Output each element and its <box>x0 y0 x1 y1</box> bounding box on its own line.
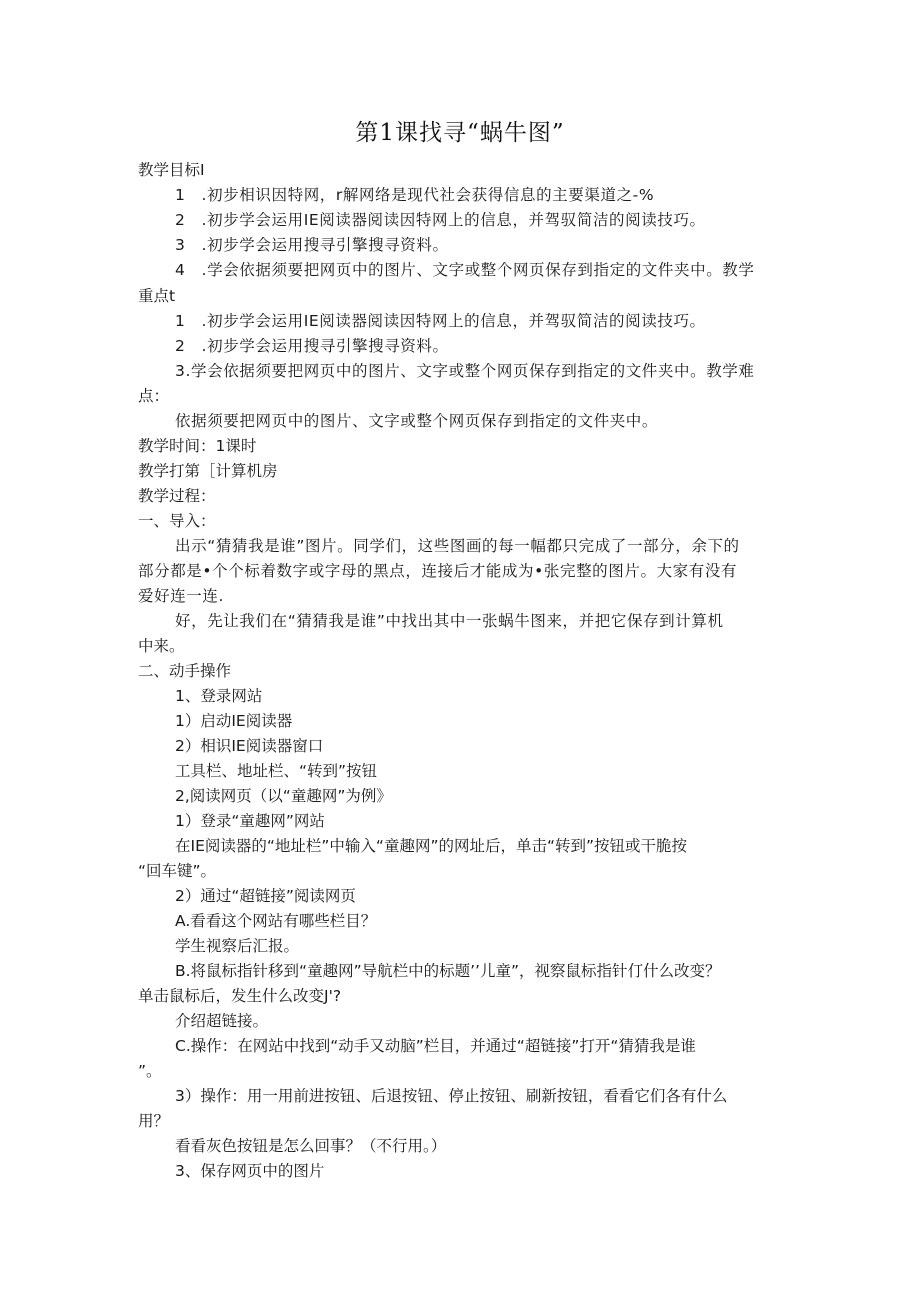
key-point-item-3: 3.学会依据须要把网页中的图片、文字或整个网页保存到指定的文件夹中。教学难 <box>175 362 755 380</box>
key-point-item-1: 1 .初步学会运用IE阅读器阅读因特网上的信息，并驾驭简洁的阅读技巧。 <box>175 312 706 330</box>
step-b-intro-hyperlink: 介绍超链接。 <box>175 1012 269 1030</box>
step-1-login: 1、登录网站 <box>175 687 263 705</box>
step-c-line-1: C.操作：在网站中找到“动手又动脑”栏目，并通过“超链接”打开“猜猜我是谁 <box>175 1037 696 1055</box>
teaching-location: 教学打第［计算机房 <box>138 462 278 480</box>
step-2-1-instructions-line-2: “回车键”。 <box>138 862 217 880</box>
document-title: 第1课找寻“蜗牛图” <box>355 120 565 146</box>
step-a-question: A.看看这个网站有哪些栏目？ <box>175 912 377 930</box>
ie-window-parts: 工具栏、地址栏、“转到”按钮 <box>175 762 378 780</box>
step-b-line-2: 单击鼠标后，发生什么改变J'? <box>138 987 342 1005</box>
objective-item-3: 3 .初步学会运用搜寻引擎搜寻资料。 <box>175 236 449 254</box>
objective-item-2: 2 .初步学会运用IE阅读器阅读因特网上的信息，并驾驭简洁的阅读技巧。 <box>175 211 706 229</box>
objective-item-1: 1 .初步相识因特网，r解网络是现代社会获得信息的主要渠道之-% <box>175 186 655 204</box>
step-a-report: 学生视察后汇报。 <box>175 937 300 955</box>
step-2-1-login-site: 1）登录“童趣网”网站 <box>175 812 325 830</box>
step-2-2-hyperlink: 2）通过“超链接”阅读网页 <box>175 887 356 905</box>
intro-paragraph-line-3: 爱好连一连. <box>138 587 225 605</box>
intro-paragraph2-line-2: 中来。 <box>138 637 185 655</box>
section-heading-difficulties: 点： <box>138 387 170 405</box>
objective-item-4: 4 .学会依据须要把网页中的图片、文字或整个网页保存到指定的文件夹中。教学 <box>175 261 755 279</box>
teaching-time: 教学时间：1课时 <box>138 437 257 455</box>
step-1-1-start-ie: 1）启动IE阅读器 <box>175 712 293 730</box>
difficulty-text: 依据须要把网页中的图片、文字或整个网页保存到指定的文件夹中。 <box>175 412 659 430</box>
intro-paragraph2-line-1: 好，先让我们在“猜猜我是谁”中找出其中一张蜗牛图来，并把它保存到计算机 <box>175 612 724 630</box>
section-heading-objectives: 教学目标I <box>138 161 205 179</box>
step-2-browse: 2,阅读网页（以“童趣网”为例》 <box>175 787 392 805</box>
intro-paragraph-line-2: 部分都是•个个标着数字或字母的黑点，连接后才能成为•张完整的图片。大家有没有 <box>138 562 738 580</box>
grey-button-question: 看看灰色按钮是怎么回事？（不行用。） <box>175 1137 447 1155</box>
step-3-buttons-line-2: 用？ <box>138 1112 170 1130</box>
section-heading-process: 教学过程： <box>138 487 216 505</box>
section-heading-key-points: 重点t <box>138 287 176 305</box>
step-1-2-ie-window: 2）相识IE阅读器窗口 <box>175 737 324 755</box>
key-point-item-2: 2 .初步学会运用搜寻引擎搜寻资料。 <box>175 337 449 355</box>
section-heading-hands-on: 二、动手操作 <box>138 662 232 680</box>
step-3-buttons-line-1: 3）操作：用一用前进按钮、后退按钮、停止按钮、刷新按钮，看看它们各有什么 <box>175 1087 728 1105</box>
intro-paragraph-line-1: 出示“猜猜我是谁”图片。同学们，这些图画的每一幅都只完成了一部分，余下的 <box>175 537 740 555</box>
step-2-1-instructions-line-1: 在IE阅读器的“地址栏”中输入“童趣网”的网址后，单击“转到”按钮或干脆按 <box>175 837 688 855</box>
step-b-line-1: B.将鼠标指针移到“童趣网”导航栏中的标题’’儿童”，视察鼠标指针仃什么改变？ <box>175 962 721 980</box>
section-heading-intro: 一、导入： <box>138 512 216 530</box>
step-c-line-2: ”。 <box>138 1062 162 1080</box>
step-3-save-image: 3、保存网页中的图片 <box>175 1162 325 1180</box>
